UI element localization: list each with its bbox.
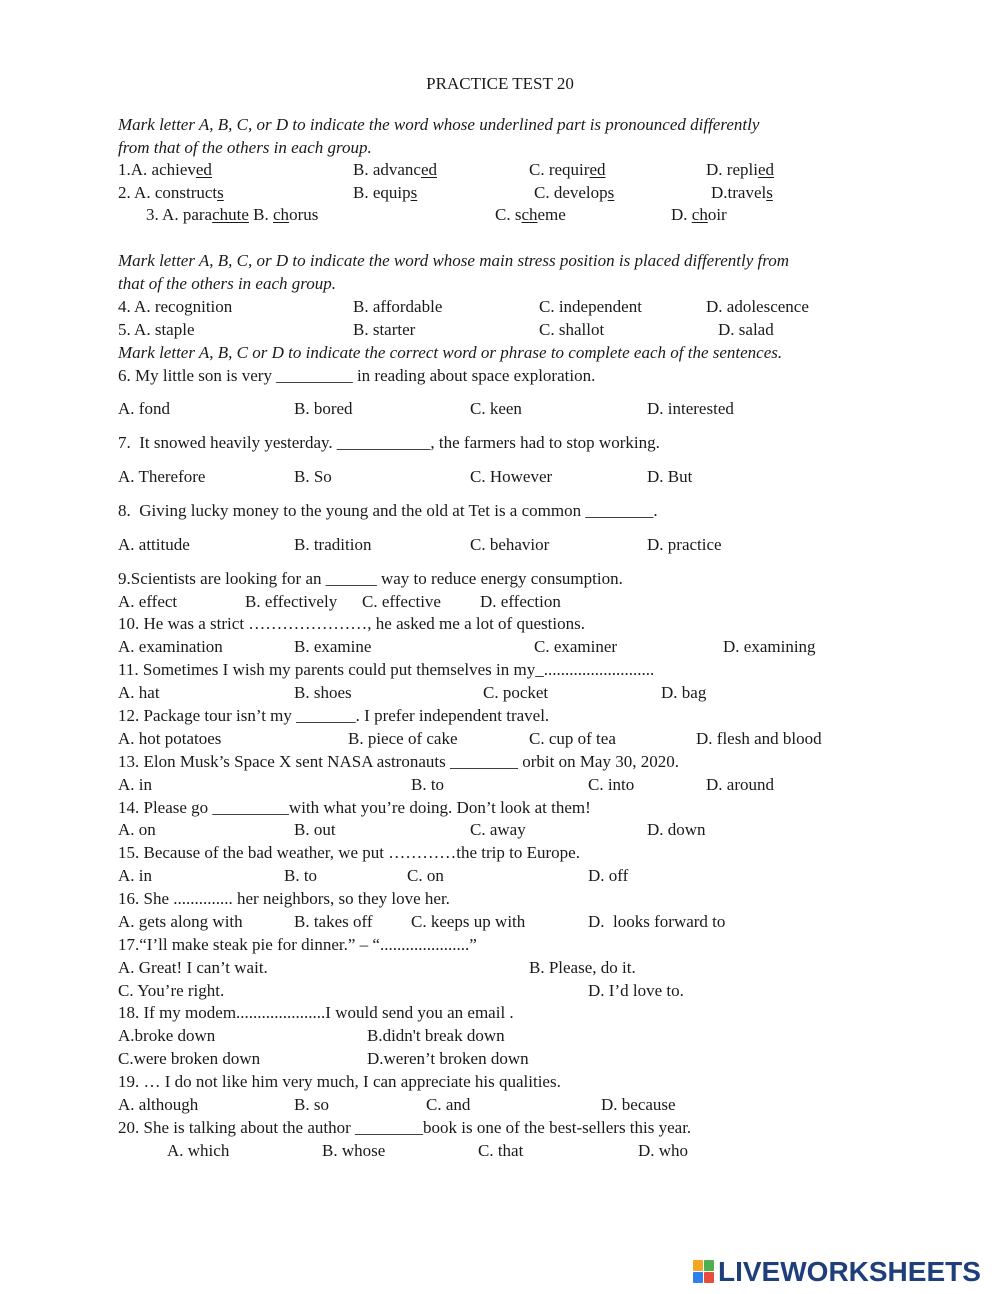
q3-option-c[interactable]: C. scheme <box>495 205 566 224</box>
q13-stem: 13. Elon Musk’s Space X sent NASA astronauts ________ orbit on May 30, 2020. <box>118 752 679 771</box>
q12-option-a[interactable]: A. hot potatoes <box>118 729 222 748</box>
q16-option-b[interactable]: B. takes off <box>294 912 373 931</box>
q19-option-b[interactable]: B. so <box>294 1095 329 1114</box>
q7-option-d[interactable]: D. But <box>647 467 693 486</box>
q9-option-c[interactable]: C. effective <box>362 592 441 611</box>
q4-option-d[interactable]: D. adolescence <box>706 297 809 316</box>
q13-option-d[interactable]: D. around <box>706 775 774 794</box>
q15-option-a[interactable]: A. in <box>118 866 152 885</box>
q13-option-b[interactable]: B. to <box>411 775 445 794</box>
q8-option-b[interactable]: B. tradition <box>294 535 372 554</box>
q11-option-d[interactable]: D. bag <box>661 683 707 702</box>
q4-option-b[interactable]: B. affordable <box>353 297 443 316</box>
q17-option-c[interactable]: C. You’re right. <box>118 981 225 1000</box>
q20-option-a[interactable]: A. which <box>167 1141 230 1160</box>
q9-stem: 9.Scientists are looking for an ______ way to reduce energy consumption. <box>118 569 623 588</box>
q15-stem: 15. Because of the bad weather, we put …………the trip to Europe. <box>118 843 580 862</box>
q20-stem: 20. She is talking about the author ________book is one of the best-sellers this year. <box>118 1118 692 1137</box>
q2-option-a[interactable]: 2. A. constructs <box>118 183 224 202</box>
q10-option-d[interactable]: D. examining <box>723 637 816 656</box>
q3-options-a-b[interactable]: 3. A. parachute B. chorus <box>146 205 319 224</box>
q7-option-a[interactable]: A. Therefore <box>118 467 206 486</box>
q9-option-b[interactable]: B. effectively <box>245 592 338 611</box>
liveworksheets-brand <box>693 1256 981 1288</box>
q20-option-d[interactable]: D. who <box>638 1141 689 1160</box>
q17-option-d[interactable]: D. I’d love to. <box>588 981 684 1000</box>
q19-option-a[interactable]: A. although <box>118 1095 199 1114</box>
q4-option-a[interactable]: 4. A. recognition <box>118 297 233 316</box>
q10-option-a[interactable]: A. examination <box>118 637 223 656</box>
q7-option-b[interactable]: B. So <box>294 467 332 486</box>
q5-option-c[interactable]: C. shallot <box>539 320 605 339</box>
q6-option-d[interactable]: D. interested <box>647 399 734 418</box>
page-title: PRACTICE TEST 20 <box>426 74 574 93</box>
q19-stem: 19. … I do not like him very much, I can appreciate his qualities. <box>118 1072 561 1091</box>
q2-option-d[interactable]: D.travels <box>711 183 773 202</box>
q15-option-b[interactable]: B. to <box>284 866 318 885</box>
q17-stem: 17.“I’ll make steak pie for dinner.” – “.....................” <box>118 935 477 954</box>
q7-stem: 7. It snowed heavily yesterday. ___________, the farmers had to stop working. <box>118 433 660 452</box>
q2-option-c[interactable]: C. develops <box>534 183 615 202</box>
q1-option-b[interactable]: B. advanced <box>353 160 438 179</box>
q1-option-a[interactable]: 1.A. achieved <box>118 160 212 179</box>
q18-stem: 18. If my modem.....................I would send you an email . <box>118 1003 514 1022</box>
q2-option-b[interactable]: B. equips <box>353 183 418 202</box>
q9-option-d[interactable]: D. effection <box>480 592 561 611</box>
q16-option-d[interactable]: D. looks forward to <box>588 912 726 931</box>
completion-instruction: Mark letter A, B, C or D to indicate the correct word or phrase to complete each of the sentences. <box>118 343 783 362</box>
q6-option-c[interactable]: C. keen <box>470 399 522 418</box>
q19-option-c[interactable]: C. and <box>426 1095 471 1114</box>
q5-option-b[interactable]: B. starter <box>353 320 416 339</box>
q19-option-d[interactable]: D. because <box>601 1095 676 1114</box>
q15-option-c[interactable]: C. on <box>407 866 444 885</box>
q18-option-b[interactable]: B.didn't break down <box>367 1026 505 1045</box>
q8-option-a[interactable]: A. attitude <box>118 535 190 554</box>
q14-option-c[interactable]: C. away <box>470 820 526 839</box>
q10-stem: 10. He was a strict …………………, he asked me a lot of questions. <box>118 614 585 633</box>
q8-option-d[interactable]: D. practice <box>647 535 722 554</box>
q18-option-d[interactable]: D.weren’t broken down <box>367 1049 529 1068</box>
q3-option-d[interactable]: D. choir <box>671 205 727 224</box>
q6-option-b[interactable]: B. bored <box>294 399 353 418</box>
q14-option-a[interactable]: A. on <box>118 820 156 839</box>
q8-option-c[interactable]: C. behavior <box>470 535 550 554</box>
stress-instruction-line-2: that of the others in each group. <box>118 274 336 293</box>
q12-option-b[interactable]: B. piece of cake <box>348 729 458 748</box>
q6-option-a[interactable]: A. fond <box>118 399 170 418</box>
q11-option-c[interactable]: C. pocket <box>483 683 549 702</box>
q1-option-c[interactable]: C. required <box>529 160 606 179</box>
q12-option-d[interactable]: D. flesh and blood <box>696 729 822 748</box>
q5-option-d[interactable]: D. salad <box>718 320 774 339</box>
q18-option-c[interactable]: C.were broken down <box>118 1049 261 1068</box>
q14-option-b[interactable]: B. out <box>294 820 336 839</box>
q9-option-a[interactable]: A. effect <box>118 592 178 611</box>
q18-option-a[interactable]: A.broke down <box>118 1026 216 1045</box>
q5-option-a[interactable]: 5. A. staple <box>118 320 195 339</box>
pronunciation-instruction-line-1: Mark letter A, B, C, or D to indicate the word whose underlined part is pronounced differently <box>118 115 760 134</box>
q12-option-c[interactable]: C. cup of tea <box>529 729 616 748</box>
q17-option-a[interactable]: A. Great! I can’t wait. <box>118 958 268 977</box>
q11-option-a[interactable]: A. hat <box>118 683 160 702</box>
q10-option-b[interactable]: B. examine <box>294 637 372 656</box>
q13-option-a[interactable]: A. in <box>118 775 152 794</box>
q16-option-a[interactable]: A. gets along with <box>118 912 243 931</box>
q20-option-c[interactable]: C. that <box>478 1141 524 1160</box>
q4-option-c[interactable]: C. independent <box>539 297 642 316</box>
q14-option-d[interactable]: D. down <box>647 820 706 839</box>
pronunciation-instruction-line-2: from that of the others in each group. <box>118 138 372 157</box>
q11-option-b[interactable]: B. shoes <box>294 683 352 702</box>
liveworksheets-logo-icon <box>693 1260 715 1284</box>
brand-name: LIVEWORKSHEETS <box>718 1256 981 1287</box>
q12-stem: 12. Package tour isn’t my _______. I prefer independent travel. <box>118 706 550 725</box>
q1-option-d[interactable]: D. replied <box>706 160 774 179</box>
q16-stem: 16. She .............. her neighbors, so they love her. <box>118 889 450 908</box>
q15-option-d[interactable]: D. off <box>588 866 629 885</box>
q20-option-b[interactable]: B. whose <box>322 1141 386 1160</box>
q8-stem: 8. Giving lucky money to the young and the old at Tet is a common ________. <box>118 501 658 520</box>
q16-option-c[interactable]: C. keeps up with <box>411 912 526 931</box>
stress-instruction-line-1: Mark letter A, B, C, or D to indicate the word whose main stress position is placed differently from <box>118 251 789 270</box>
q6-stem: 6. My little son is very _________ in reading about space exploration. <box>118 366 596 385</box>
q17-option-b[interactable]: B. Please, do it. <box>529 958 636 977</box>
q10-option-c[interactable]: C. examiner <box>534 637 618 656</box>
q7-option-c[interactable]: C. However <box>470 467 553 486</box>
q13-option-c[interactable]: C. into <box>588 775 635 794</box>
q14-stem: 14. Please go _________with what you’re doing. Don’t look at them! <box>118 798 591 817</box>
q11-stem: 11. Sometimes I wish my parents could put themselves in my_.......................... <box>118 660 655 679</box>
